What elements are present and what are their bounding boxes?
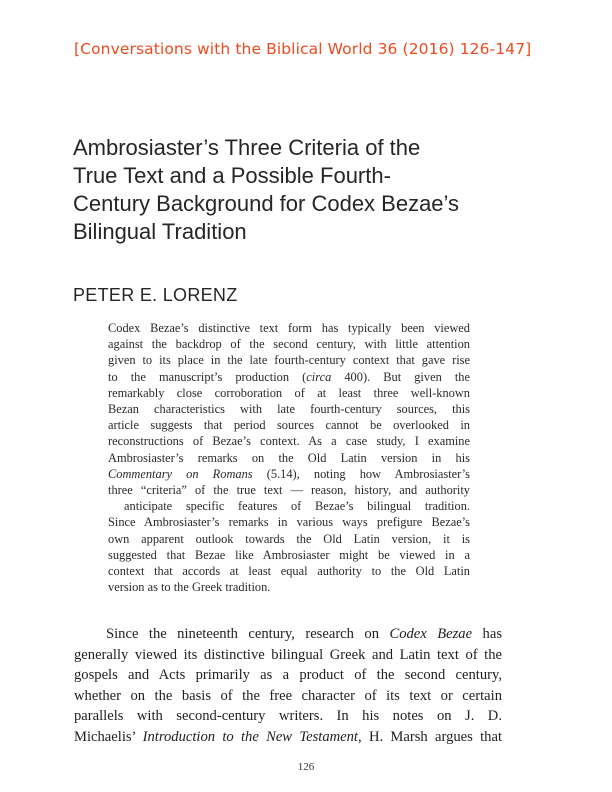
abstract-line: article suggests that period sources cannot be overlooked in xyxy=(108,418,470,433)
text-run: Michaelis’ xyxy=(74,728,143,745)
title-line: Bilingual Tradition xyxy=(73,219,247,244)
italic-run: circa xyxy=(306,369,332,384)
body-line: gospels and Acts primarily as a product of the second century, xyxy=(74,667,502,684)
abstract-line: version as to the Greek tradition. xyxy=(108,580,271,595)
abstract-line xyxy=(108,466,470,482)
abstract-line: remarkably close corroboration of at least three well-known xyxy=(108,385,470,400)
abstract-line xyxy=(108,369,470,385)
title-line: True Text and a Possible Fourth- xyxy=(73,163,391,188)
body-line xyxy=(74,727,502,748)
abstract-line: against the backdrop of the second century, with little attention xyxy=(108,337,470,352)
body-line: parallels with second-century writers. In his notes on J. D. xyxy=(74,708,502,725)
abstract-line: Ambrosiaster’s remarks on the Old Latin version in his xyxy=(108,450,470,465)
italic-run: Commentary on Romans xyxy=(108,466,253,481)
abstract-line: Codex Bezae’s distinctive text form has typically been viewed xyxy=(108,321,470,335)
abstract-line: own apparent outlook towards the Old Latin version, it is xyxy=(108,531,470,546)
body-line xyxy=(74,624,502,645)
abstract-line: three “criteria” of the true text — reason, history, and authority xyxy=(108,483,470,498)
abstract-line: context that accords at least equal authority to the Old Latin xyxy=(108,564,470,579)
body-line: whether on the basis of the free character of its text or certain xyxy=(74,687,502,704)
abstract-line: given to its place in the late fourth-century context that gave rise xyxy=(108,353,470,368)
title-line: Century Background for Codex Bezae’s xyxy=(73,191,460,216)
text-run: Since the nineteenth century, research on xyxy=(106,626,390,642)
author-name: PETER E. LORENZ xyxy=(73,285,238,305)
text-run: to the manuscript’s production ( xyxy=(108,369,307,384)
text-run: has xyxy=(472,626,502,642)
title-line: Ambrosiaster’s Three Criteria of the xyxy=(73,135,421,160)
body-line: generally viewed its distinctive bilingual Greek and Latin text of the xyxy=(74,646,502,663)
page-number: 126 xyxy=(297,761,315,773)
article-title xyxy=(73,134,513,246)
abstract-line: Bezan characteristics with late fourth-century sources, this xyxy=(108,402,470,417)
citation-header: [Conversations with the Biblical World 36 (2016) 126-147] xyxy=(74,40,532,58)
text-run: , H. Marsh argues that xyxy=(358,728,502,745)
abstract-line: suggested that Bezae like Ambrosiaster might be viewed in a xyxy=(108,547,470,562)
italic-run: Introduction to the New Testament xyxy=(142,728,358,745)
abstract-line: anticipate specific features of Bezae’s bilingual tradition. xyxy=(124,499,470,514)
abstract-line: Since Ambrosiaster’s remarks in various ways prefigure Bezae’s xyxy=(108,515,470,530)
abstract-line: reconstructions of Bezae’s context. As a case study, I examine xyxy=(108,434,470,449)
italic-run: Codex Bezae xyxy=(389,626,473,642)
abstract xyxy=(108,320,470,595)
text-run: (5.14), noting how Ambrosiaster’s xyxy=(252,466,470,481)
body-text xyxy=(74,624,502,748)
text-run: 400). But given the xyxy=(331,369,470,384)
